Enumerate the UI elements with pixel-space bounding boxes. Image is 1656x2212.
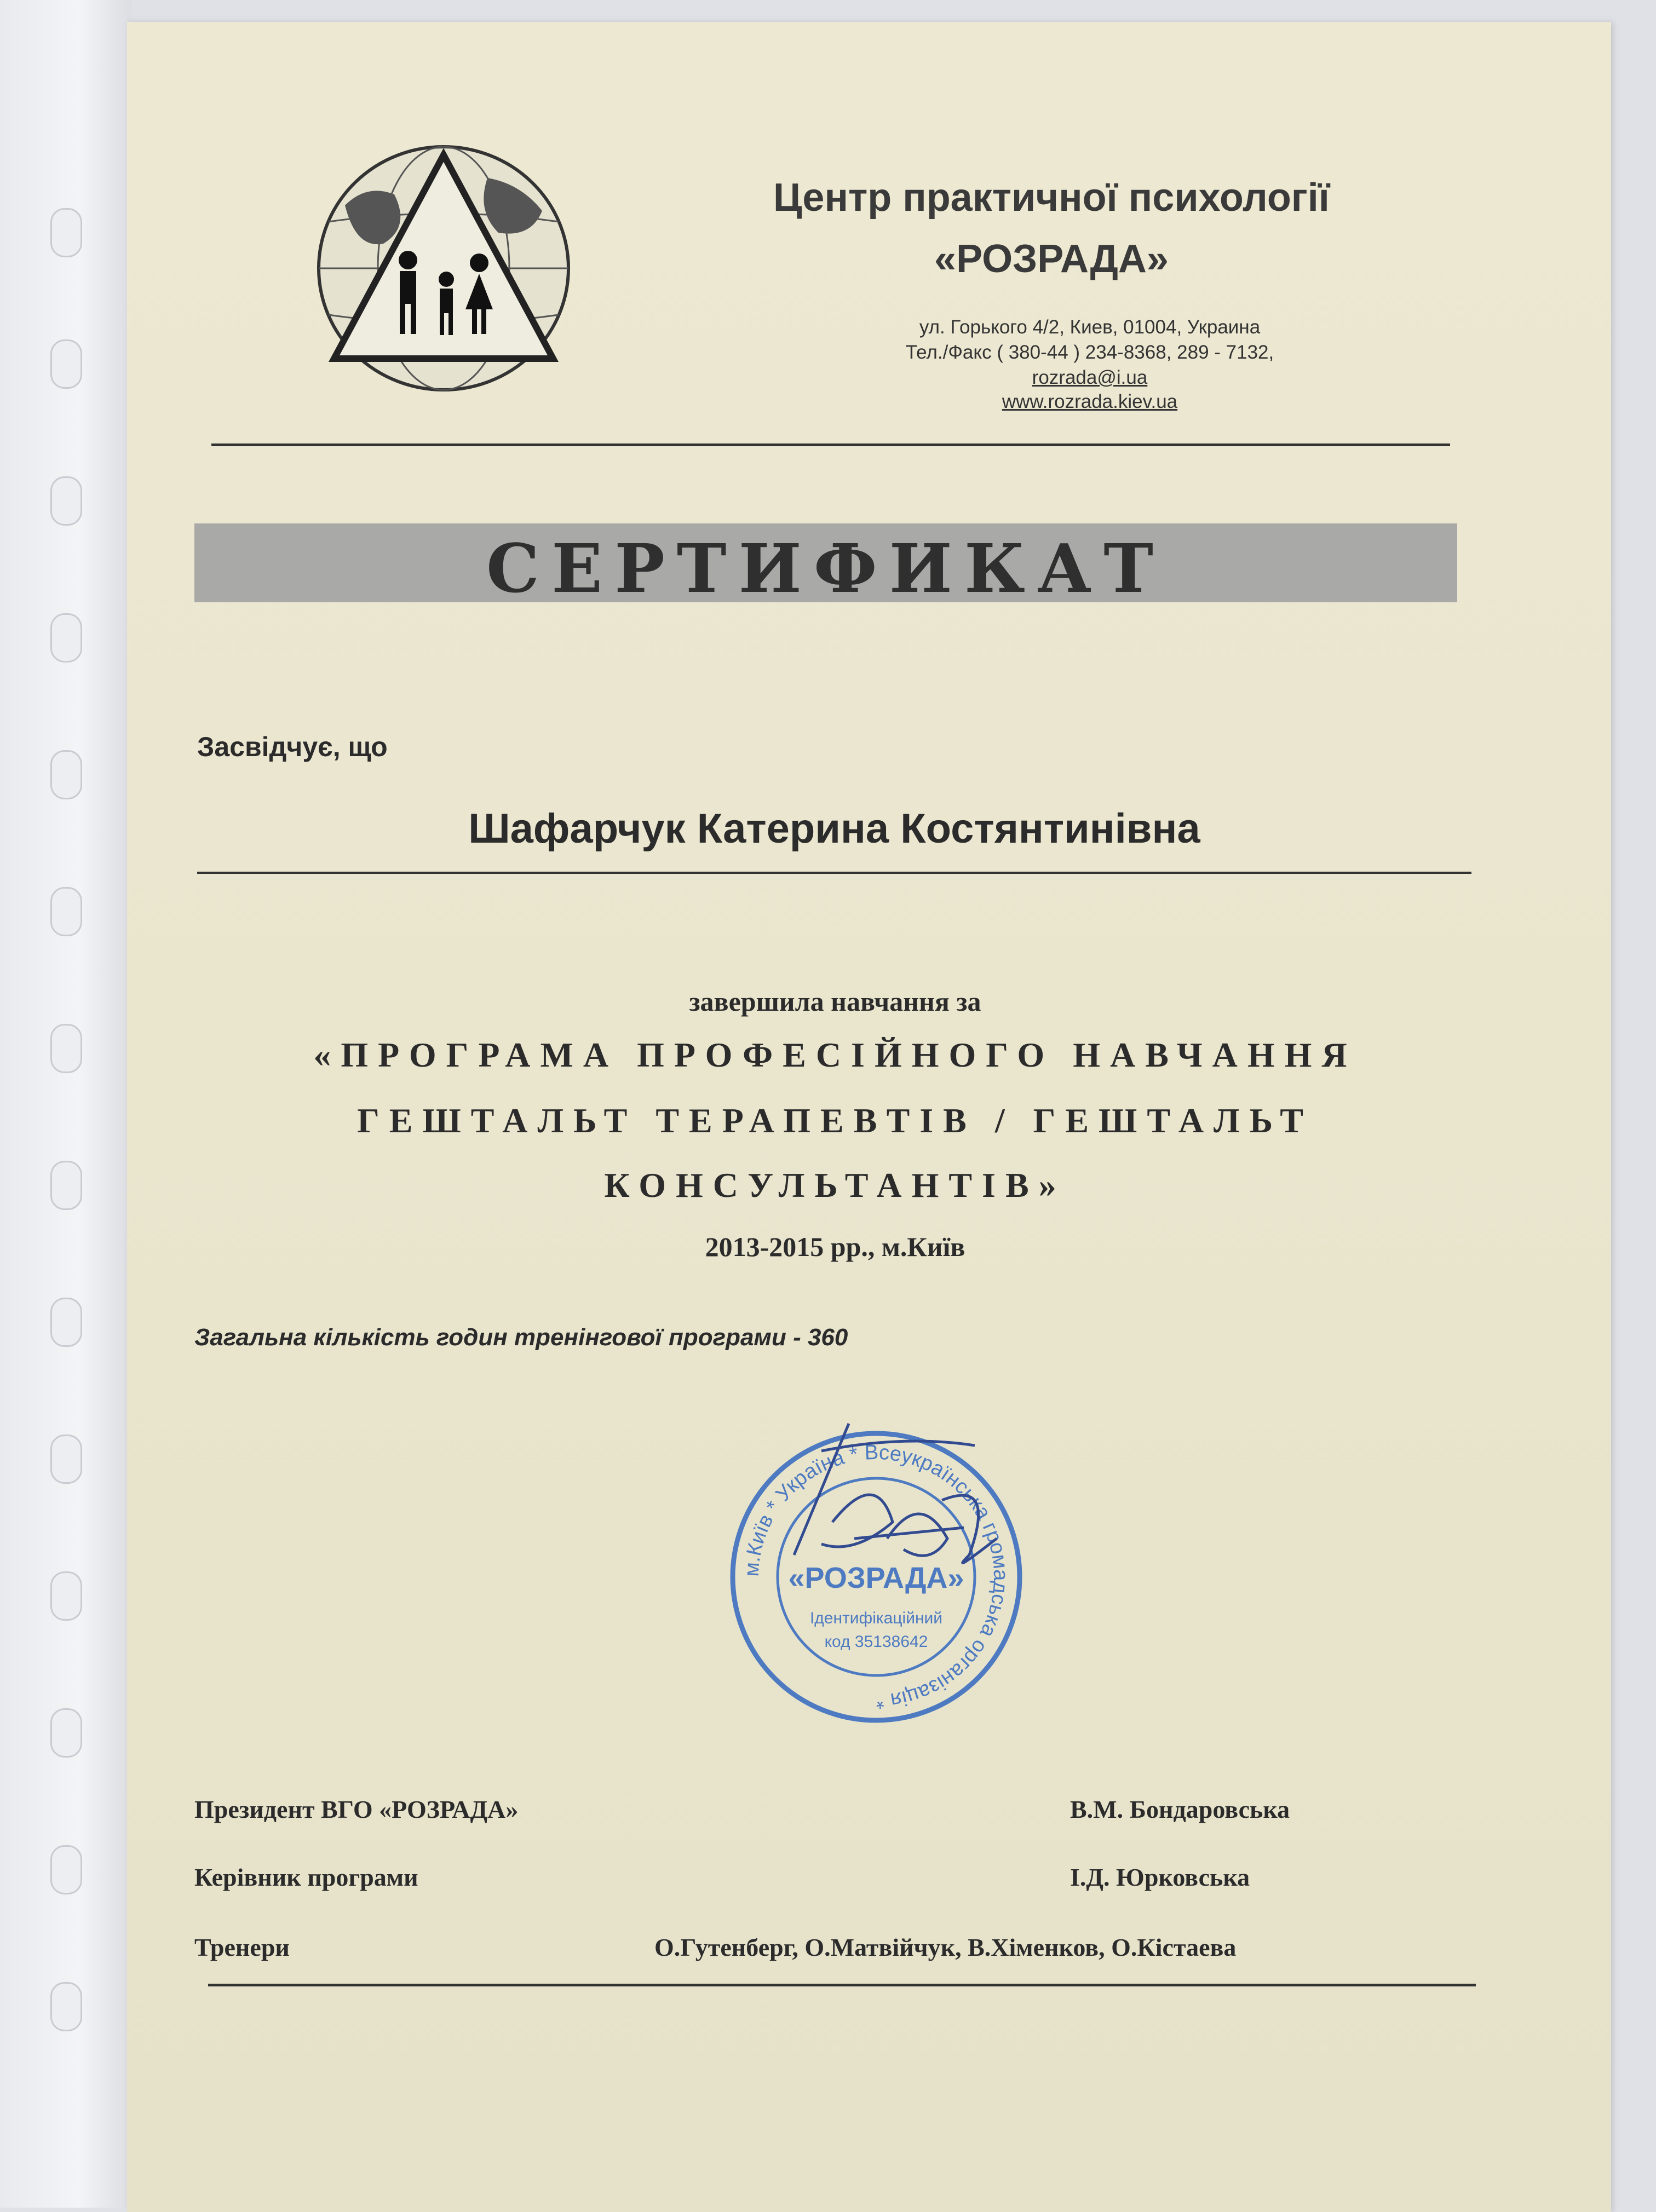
signature-name-president: В.М. Бондаровська <box>1070 1795 1290 1823</box>
sleeve-hole <box>50 1845 82 1894</box>
program-line-1: «ПРОГРАМА ПРОФЕСІЙНОГО НАВЧАННЯ <box>313 1035 1357 1074</box>
sleeve-hole <box>50 339 82 389</box>
stamp-center-text: «РОЗРАДА» <box>788 1562 964 1594</box>
sleeve-hole <box>50 1024 82 1073</box>
org-phone: Тел./Факс ( 380-44 ) 234-8368, 289 - 7132, <box>905 342 1274 363</box>
stamp-id-code: код 35138642 <box>824 1633 928 1651</box>
globe-logo-icon <box>312 140 575 397</box>
sleeve-hole <box>50 887 82 936</box>
org-title: Центр практичної психології <box>773 176 1330 220</box>
sleeve-hole <box>50 1161 82 1210</box>
sleeve-hole <box>50 1708 82 1758</box>
stamp-ring-text: м.Київ * Україна * Всеукраїнська громадська організація * <box>740 1441 1013 1713</box>
certifies-label: Засвідчує, що <box>197 731 388 762</box>
sleeve-hole <box>50 208 82 257</box>
signature-name-program-head: І.Д. Юрковська <box>1070 1863 1250 1891</box>
signature-name-trainers: О.Гутенберг, О.Матвійчук, В.Хіменков, О.Кістаева <box>654 1933 1237 1961</box>
signature-role-program-head: Керівник програми <box>194 1863 418 1891</box>
sleeve-hole <box>50 613 82 663</box>
sleeve-hole <box>50 476 82 526</box>
plastic-sleeve <box>0 0 131 2208</box>
certificate-title: СЕРТИФИКАТ <box>486 529 1166 608</box>
stamp-id-label: Ідентифікаційний <box>809 1609 943 1627</box>
organization-stamp <box>712 1413 1040 1741</box>
org-email-link[interactable]: rozrada@i.ua <box>1032 367 1148 388</box>
recipient-name: Шафарчук Катерина Костянтинівна <box>468 805 1200 852</box>
signature-role-trainers: Тренери <box>194 1933 290 1961</box>
sleeve-hole <box>50 1571 82 1621</box>
completed-label: завершила навчання за <box>689 986 981 1017</box>
header-divider <box>211 443 1450 446</box>
sleeve-hole <box>50 1982 82 2031</box>
footer-divider <box>208 1984 1476 1986</box>
org-address: ул. Горького 4/2, Киев, 01004, Украина <box>919 316 1261 338</box>
program-line-3: КОНСУЛЬТАНТІВ» <box>604 1166 1066 1205</box>
program-line-2: ГЕШТАЛЬТ ТЕРАПЕВТІВ / ГЕШТАЛЬТ <box>357 1101 1313 1140</box>
program-dates: 2013-2015 рр., м.Київ <box>705 1231 965 1262</box>
total-hours: Загальна кількість годин тренінгової програми - 360 <box>194 1324 848 1351</box>
signature-role-president: Президент ВГО «РОЗРАДА» <box>194 1795 519 1823</box>
name-underline <box>197 872 1471 874</box>
org-brand: «РОЗРАДА» <box>934 237 1169 281</box>
sleeve-hole <box>50 1435 82 1484</box>
sleeve-hole <box>50 1298 82 1347</box>
org-website-link[interactable]: www.rozrada.kiev.ua <box>1002 391 1178 412</box>
sleeve-hole <box>50 750 82 799</box>
